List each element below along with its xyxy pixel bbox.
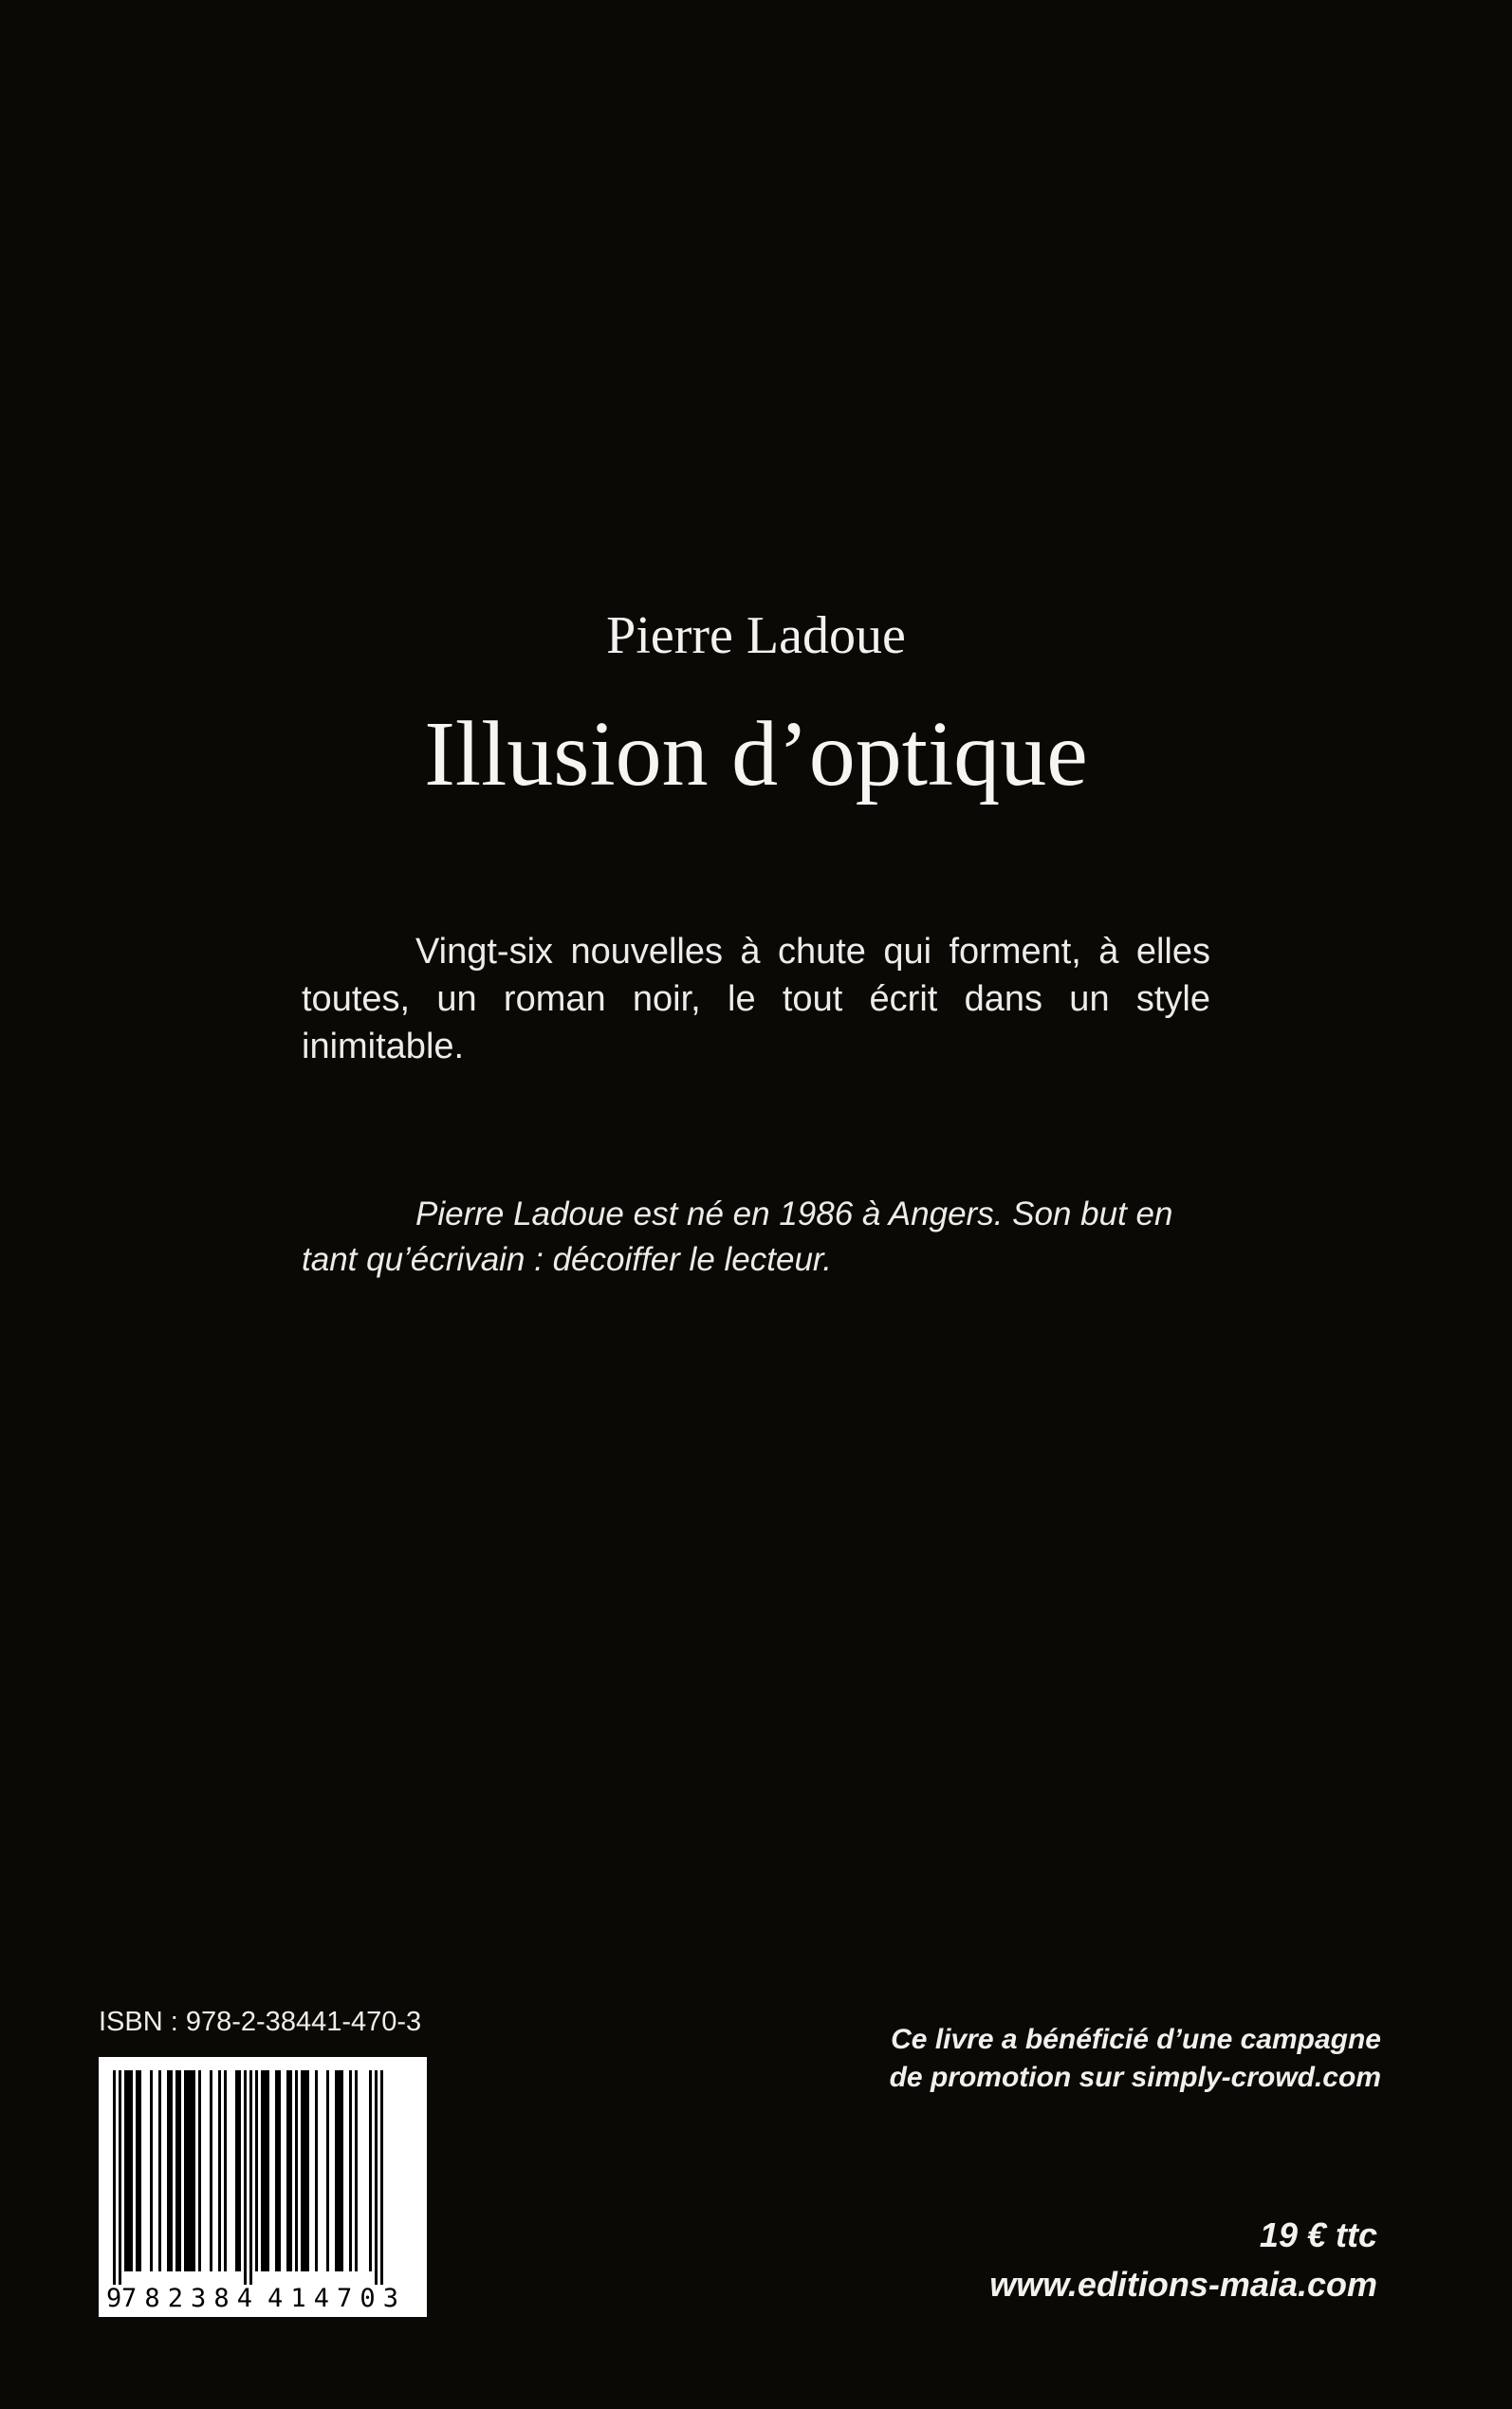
barcode-bar [267, 2070, 269, 2271]
barcode-bar [235, 2070, 238, 2271]
barcode-bar [190, 2070, 193, 2271]
barcode-bar [278, 2070, 281, 2271]
barcode-bar [175, 2070, 178, 2271]
author-name: Pierre Ladoue [606, 606, 906, 665]
barcode-bar [304, 2070, 306, 2271]
barcode-bar [306, 2070, 309, 2271]
barcode-bar [150, 2070, 153, 2271]
barcode-bar [136, 2070, 138, 2271]
barcode-bar [275, 2070, 278, 2271]
publisher-website[interactable]: www.editions-maia.com [989, 2265, 1377, 2304]
promo-line-1: Ce livre a bénéficié d’une campagne [891, 2024, 1381, 2055]
book-title: Illusion d’optique [424, 703, 1088, 806]
isbn-label: ISBN : 978-2-38441-470-3 [99, 2007, 422, 2037]
barcode-bar [187, 2070, 190, 2271]
barcode-bar [315, 2070, 318, 2271]
barcode-bar [184, 2070, 187, 2271]
barcode-bar [341, 2070, 343, 2271]
barcode-right-digits: 414703 [267, 2284, 398, 2313]
barcode-bar [338, 2070, 341, 2271]
barcode-graphic [99, 2057, 427, 2317]
barcode-bar [198, 2070, 201, 2271]
barcode-lead-digit: 9 [106, 2284, 122, 2313]
barcode-bar [326, 2070, 329, 2271]
barcode-bar [375, 2070, 378, 2285]
barcode-bar [261, 2070, 264, 2271]
barcode-bar [369, 2070, 372, 2271]
barcode-bar [380, 2070, 383, 2285]
barcode-bar [178, 2070, 181, 2271]
barcode-bar [255, 2070, 258, 2271]
price: 19 € ttc [1259, 2215, 1377, 2254]
barcode-bar [167, 2070, 170, 2271]
barcode-bar [210, 2070, 212, 2271]
barcode-bar [138, 2070, 141, 2271]
barcode-bar [170, 2070, 173, 2271]
barcode-left-digits: 782384 [121, 2284, 252, 2313]
barcode-bar [119, 2070, 121, 2285]
barcode-bar [124, 2070, 127, 2271]
barcode-bar [295, 2070, 298, 2271]
author-bio: Pierre Ladoue est né en 1986 à Angers. Son but en tant qu’écrivain : décoiffer le lecteur. [302, 1195, 1173, 1278]
barcode-bar [244, 2070, 247, 2285]
promo-line-2: de promotion sur simply-crowd.com [889, 2062, 1381, 2093]
barcode-bar [130, 2070, 133, 2271]
barcode-bar [289, 2070, 292, 2271]
barcode-bar [286, 2070, 289, 2271]
book-summary: Vingt-six nouvelles à chute qui forment, à elles toutes, un roman noir, le tout écrit dans un style inimitable. [302, 932, 1210, 1066]
barcode-bar [218, 2070, 221, 2271]
barcode-bar [193, 2070, 195, 2271]
barcode-bar [264, 2070, 267, 2271]
barcode-bar [355, 2070, 358, 2271]
barcode-bar [301, 2070, 304, 2271]
barcode-bar [158, 2070, 161, 2271]
barcode-bar [224, 2070, 227, 2271]
barcode [99, 2057, 427, 2317]
barcode-bar [335, 2070, 338, 2271]
barcode-bar [113, 2070, 116, 2285]
barcode-bar [249, 2070, 252, 2285]
barcode-bar [127, 2070, 130, 2271]
promo-note [664, 2021, 1381, 2097]
barcode-bar [349, 2070, 352, 2271]
barcode-bar [238, 2070, 241, 2271]
